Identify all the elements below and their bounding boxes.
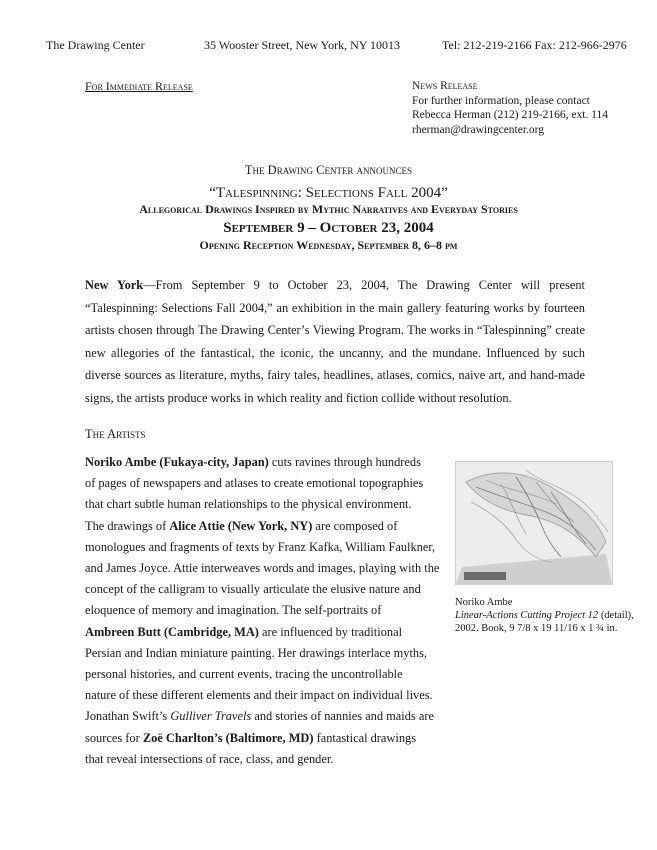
intro-body: —From September 9 to October 23, 2004, The Drawing Center will present “Talespinning: Selections Fall 2004,” an exhibition in the main gallery featuring works by fourteen artists chosen through The Drawing Center’s Viewing Program. The works in “Talespinning” create new allegories of the fantastical, the iconic, the uncanny, and the mundane. Influenced by such diverse sources as literature, myths, fairy tales, headlines, atlases, comics, naive art, and hand-made signs, the artists produce works in which reality and fiction collide without resolution. <box>85 278 585 405</box>
artists-text: nature of these different elements and their impact on individual lives. <box>85 688 433 703</box>
artists-text-line <box>85 452 445 473</box>
artists-text: fantastical drawings <box>313 730 417 745</box>
artists-text: Persian and Indian miniature painting. Her drawings interlace myths, <box>85 645 428 660</box>
artists-text: are composed of <box>312 518 398 533</box>
artists-text: that reveal intersections of race, class, and gender. <box>85 751 334 766</box>
contact-line: For further information, please contact <box>412 94 590 107</box>
artists-text-line <box>85 516 445 537</box>
exhibition-subtitle: Allegorical Drawings Inspired by Mythic Narratives and Everyday Stories <box>139 202 518 216</box>
artists-text: monologues and fragments of texts by Franz Kafka, William Faulkner, <box>85 539 436 554</box>
intro-dateline: New York <box>85 278 144 292</box>
artists-text-line <box>85 600 445 621</box>
caption-work-title: Linear-Actions Cutting Project 12 <box>455 610 599 621</box>
artists-text-line <box>85 728 445 749</box>
artists-text-line <box>85 579 445 600</box>
artists-text: personal histories, and current events, tracing the uncontrollable <box>85 667 403 682</box>
artists-text: and stories of nannies and maids are <box>251 709 434 724</box>
artists-heading: The Artists <box>85 427 146 441</box>
book-title: Gulliver Travels <box>170 709 252 724</box>
news-release-contact <box>412 79 608 137</box>
artists-paragraph <box>85 452 445 770</box>
exhibition-title: “Talespinning: Selections Fall 2004” <box>209 185 448 201</box>
artist-name: Noriko Ambe (Fukaya-city, Japan) <box>85 455 269 469</box>
artwork-photo <box>455 461 613 585</box>
artists-text: The drawings of <box>85 518 170 533</box>
intro-paragraph <box>85 274 585 409</box>
artists-text-line <box>85 643 445 664</box>
artists-text-line <box>85 664 445 685</box>
news-release-title: News Release <box>412 80 478 92</box>
artist-name: Ambreen Butt (Cambridge, MA) <box>85 624 259 639</box>
opening-reception: Opening Reception Wednesday, September 8, 6–8 pm <box>199 238 458 252</box>
artists-text: Jonathan Swift’s <box>85 709 171 724</box>
artist-name: Alice Attie (New York, NY) <box>169 518 313 533</box>
immediate-release-label: For Immediate Release <box>85 79 193 93</box>
artists-text-line <box>85 558 445 579</box>
artists-text: cuts ravines through hundreds <box>268 455 421 469</box>
caption-title-line <box>455 609 634 622</box>
artists-text-line <box>85 473 445 494</box>
artwork-illustration <box>456 462 612 584</box>
letterhead-address: 35 Wooster Street, New York, NY 10013 <box>204 38 401 52</box>
artists-text: and James Joyce. Attie interweaves words and images, playing with the <box>85 561 440 576</box>
artists-text-line <box>85 685 445 706</box>
exhibition-dates: September 9 – October 23, 2004 <box>223 220 434 236</box>
artists-text: are influenced by traditional <box>258 624 403 639</box>
announcement-line: The Drawing Center announces <box>244 163 413 177</box>
artists-text: concept of the calligram to visually articulate the elusive nature and <box>85 582 421 597</box>
letterhead-phone-fax: Tel: 212-219-2166 Fax: 212-966-2976 <box>442 38 627 52</box>
artists-text-line <box>85 622 445 643</box>
caption-artist: Noriko Ambe <box>455 597 513 608</box>
artists-text-line <box>85 537 445 558</box>
artists-text-line <box>85 706 445 727</box>
artwork-caption <box>455 596 634 635</box>
artists-text: eloquence of memory and imagination. The self-portraits of <box>85 603 382 618</box>
caption-work-suffix: (detail), <box>598 610 634 621</box>
artists-text-line <box>85 494 445 515</box>
artists-text: of pages of newspapers and atlases to create emotional topographies <box>85 476 424 491</box>
artists-text-line <box>85 749 445 770</box>
artist-name: Zoë Charlton’s (Baltimore, MD) <box>142 730 314 745</box>
artists-text: sources for <box>85 730 143 745</box>
contact-line: Rebecca Herman (212) 219-2166, ext. 114 <box>412 109 608 121</box>
contact-email: rherman@drawingcenter.org <box>412 123 545 136</box>
artists-text: that chart subtle human relationships to the physical environment. <box>85 497 412 512</box>
caption-details: 2002. Book, 9 7/8 x 19 11/16 x 1 ¾ in. <box>455 623 618 634</box>
letterhead-org: The Drawing Center <box>46 38 145 52</box>
